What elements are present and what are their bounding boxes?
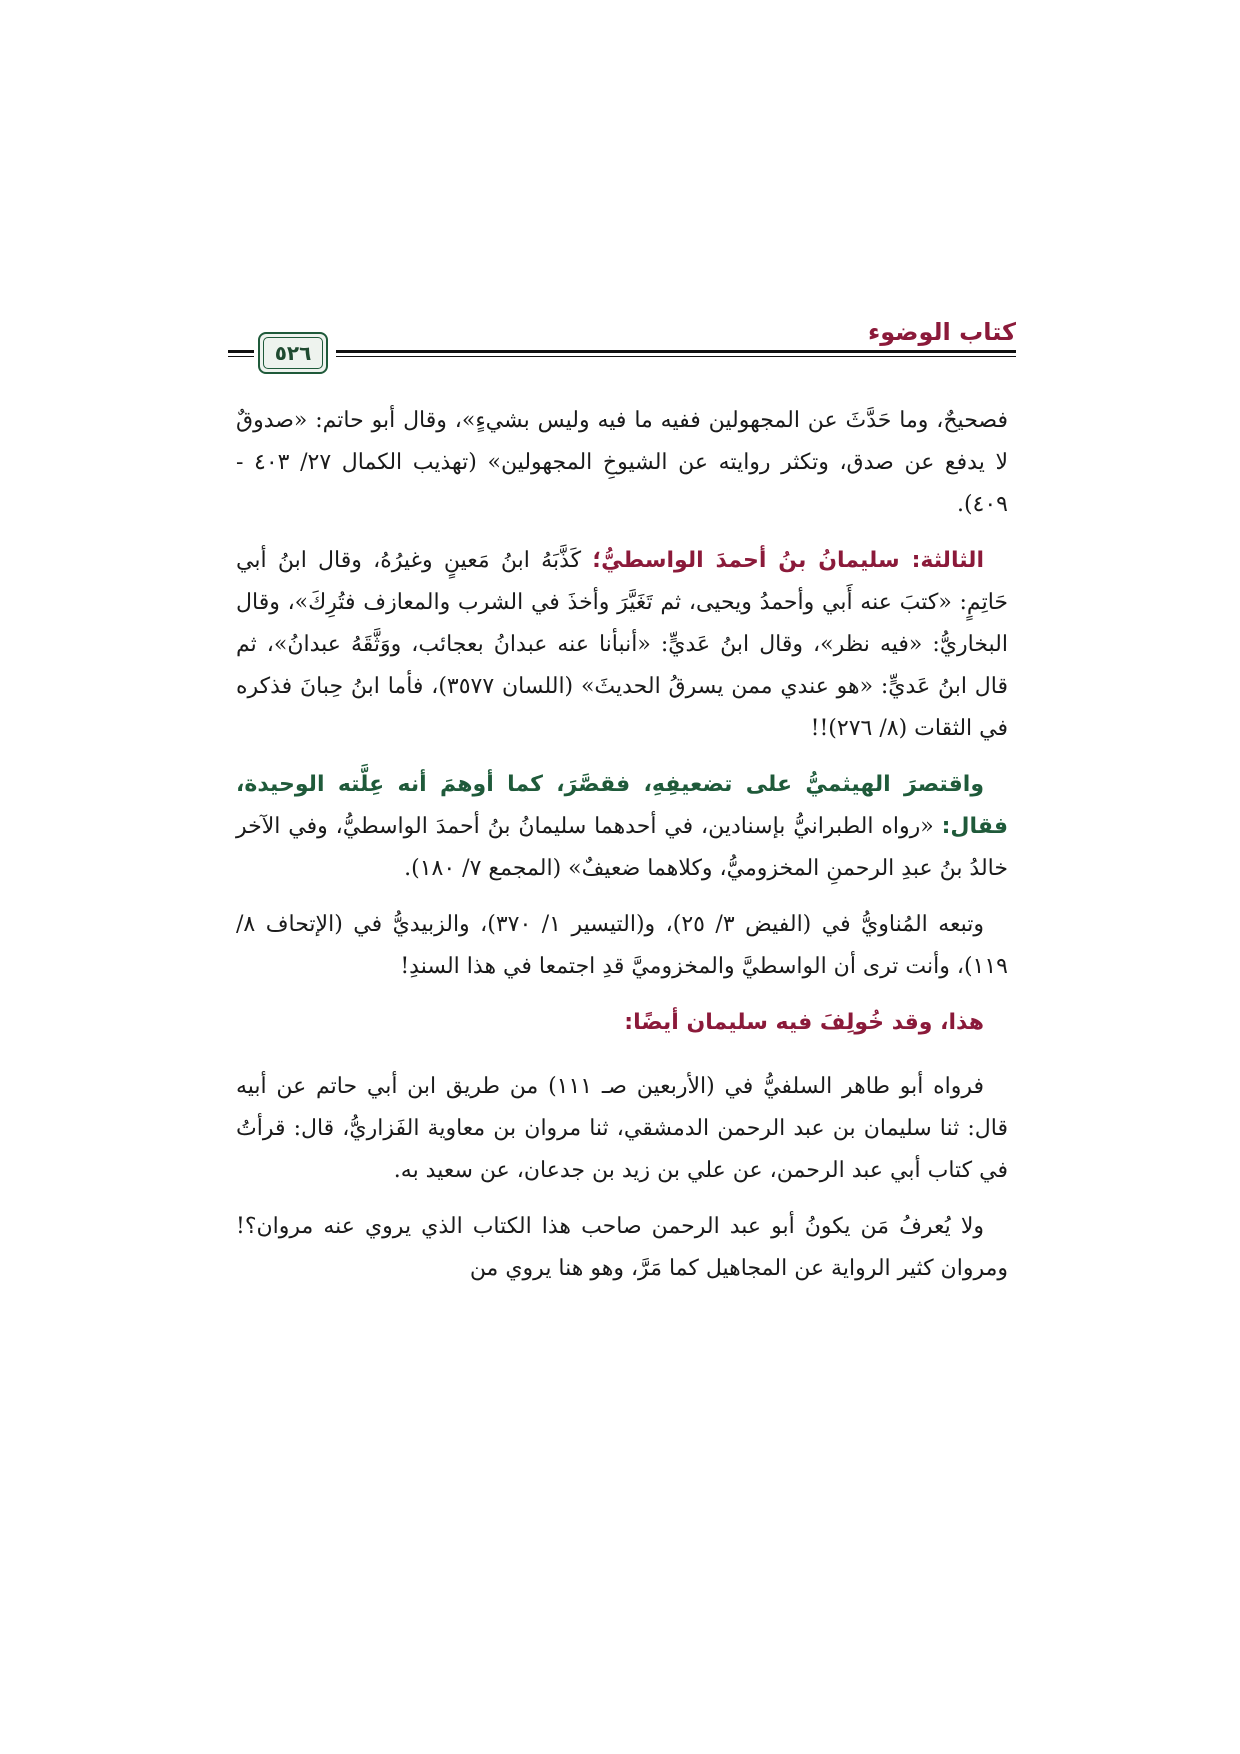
paragraph-2-text: كَذَّبَهُ ابنُ مَعينٍ وغيرُهُ، وقال ابنُ أبي حَاتِمٍ: «كتبَ عنه أَبي وأحمدُ ويحيى، ثم تَغَيَّرَ وأخذَ في الشرب والمعازف فتُرِكَ»، وقال البخاريُّ: «فيه نظر»، وقال ابنُ عَديٍّ: «أنبأنا عنه عبدانُ بعجائب، ووَثَّقَهُ عبدانُ»، ثم قال ابنُ عَديٍّ: «هو عندي ممن يسرقُ الحديثَ» (اللسان ٣٥٧٧)، فأما ابنُ حِبانَ فذكره في الثقات (٨/ ٢٧٦)!!	[236, 548, 1008, 741]
header-rule-thick	[336, 350, 1016, 353]
header-rule-left-thin	[228, 356, 254, 357]
paragraph-3-lead: واقتصرَ الهيثميُّ على تضعيفِهِ، فقصَّرَ، كما أوهمَ أنه عِلَّته الوحيدة، فقال:	[236, 772, 1008, 839]
header-rule-left-thick	[228, 350, 254, 353]
header-rule-thin	[336, 356, 1016, 357]
paragraph-5: فرواه أبو طاهر السلفيُّ في (الأربعين صـ ١١١) من طريق ابن أبي حاتم عن أبيه قال: ثنا سليمان بن عبد الرحمن الدمشقي، ثنا مروان بن معاوية الفَزاريُّ، قال: قرأتُ في كتاب أبي عبد الرحمن، عن علي بن زيد بن جدعان، عن سعيد به.	[236, 1074, 1008, 1183]
paragraph-6: ولا يُعرفُ مَن يكونُ أبو عبد الرحمن صاحب هذا الكتاب الذي يروي عنه مروان؟! ومروان كثير الرواية عن المجاهيل كما مَرَّ، وهو هنا يروي من	[236, 1214, 1008, 1281]
paragraph-1: فصحيحٌ، وما حَدَّثَ عن المجهولين ففيه ما فيه وليس بشيءٍ»، وقال أبو حاتم: «صدوقٌ لا يدفع عن صدق، وتكثر روايته عن الشيوخِ المجهولين» (تهذيب الكمال ٢٧/ ٤٠٣ - ٤٠٩).	[236, 408, 1008, 517]
book-title: كتاب الوضوء	[867, 318, 1016, 346]
paragraph-2-lead: الثالثة: سليمانُ بنُ أحمدَ الواسطيُّ؛	[592, 548, 984, 573]
section-heading: هذا، وقد خُولِفَ فيه سليمان أيضًا:	[624, 1010, 984, 1035]
page-number-frame	[258, 332, 328, 374]
paragraph-4: وتبعه المُناويُّ في (الفيض ٣/ ٢٥)، و(التيسير ١/ ٣٧٠)، والزبيديُّ في (الإتحاف ٨/ ١١٩)، وأنت ترى أن الواسطيَّ والمخزوميَّ قدِ اجتمعا في هذا السندِ!	[236, 912, 1008, 979]
paragraph-3-text: «رواه الطبرانيُّ بإسنادين، في أحدهما سليمانُ بنُ أحمدَ الواسطيُّ، وفي الآخر خالدُ بنُ عبدِ الرحمنِ المخزوميُّ، وكلاهما ضعيفٌ» (المجمع ٧/ ١٨٠).	[236, 814, 1008, 881]
page-header	[228, 318, 1016, 388]
paragraph-3	[236, 764, 1008, 890]
page-number: ٥٢٦	[274, 341, 312, 365]
paragraph-2	[236, 540, 1008, 750]
page-body	[236, 400, 1008, 1304]
